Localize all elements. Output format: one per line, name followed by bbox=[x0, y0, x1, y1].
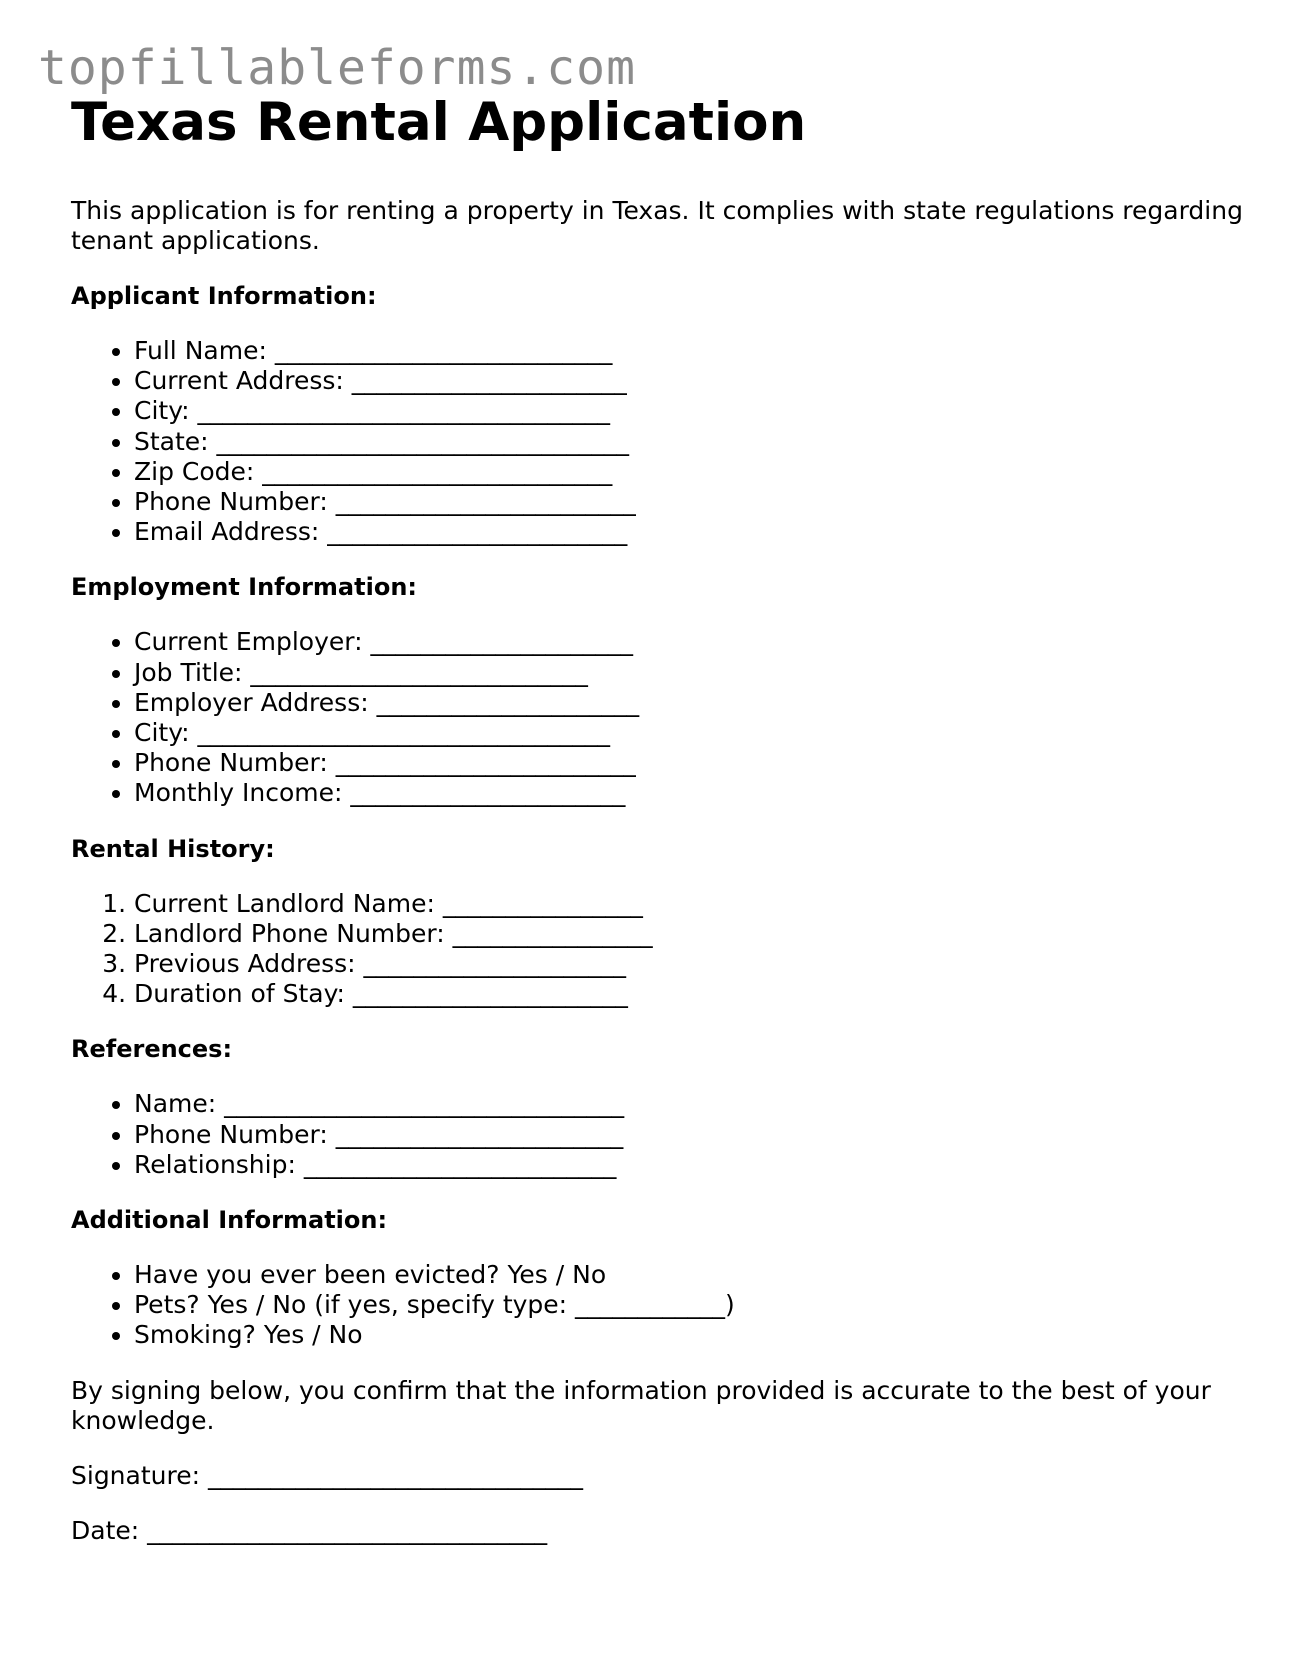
field-employer-address[interactable] bbox=[134, 688, 1251, 718]
field-email-address[interactable] bbox=[134, 517, 1251, 547]
intro-paragraph: This application is for renting a property in Texas. It complies with state regulations regarding tenant applications. bbox=[71, 196, 1243, 255]
date-field[interactable]: Date: ________________________________ bbox=[71, 1515, 548, 1545]
field-zip-code[interactable] bbox=[134, 457, 1251, 487]
field-current-address[interactable] bbox=[134, 366, 1251, 396]
field-monthly-income[interactable] bbox=[134, 778, 1251, 808]
field-label: Have you ever been evicted? Yes / No bbox=[134, 1260, 607, 1290]
field-label: Phone Number: _______________________ bbox=[134, 1119, 624, 1149]
field-label: Email Address: ________________________ bbox=[134, 517, 628, 547]
section-heading-additional: Additional Information: bbox=[71, 1206, 388, 1235]
field-reference-phone[interactable] bbox=[134, 1120, 1251, 1150]
field-reference-name[interactable] bbox=[134, 1089, 1251, 1119]
field-label: Phone Number: ________________________ bbox=[134, 487, 636, 517]
section-heading-references: References: bbox=[71, 1035, 233, 1064]
section-heading-employment: Employment Information: bbox=[71, 573, 417, 602]
field-landlord-phone[interactable] bbox=[134, 919, 1251, 949]
field-current-employer[interactable] bbox=[134, 627, 1251, 657]
applicant-fields-list bbox=[71, 336, 1251, 547]
field-label: Pets? Yes / No (if yes, specify type: ____________) bbox=[134, 1290, 735, 1320]
rental-application-document bbox=[71, 88, 1251, 1546]
field-label: City: _________________________________ bbox=[134, 718, 611, 748]
field-label: City: _________________________________ bbox=[134, 396, 611, 426]
field-job-title[interactable] bbox=[134, 658, 1251, 688]
field-label: Current Landlord Name: ________________ bbox=[134, 888, 643, 918]
section-heading-rental-history: Rental History: bbox=[71, 834, 275, 863]
confirmation-paragraph: By signing below, you confirm that the information provided is accurate to the best of your knowledge. bbox=[71, 1375, 1211, 1435]
page-title: Texas Rental Application bbox=[71, 92, 807, 153]
field-label: Full Name: ___________________________ bbox=[134, 336, 613, 365]
field-label: Current Employer: _____________________ bbox=[134, 627, 633, 657]
field-smoking[interactable] bbox=[134, 1320, 1251, 1350]
field-full-name[interactable] bbox=[134, 336, 1251, 366]
field-employer-phone[interactable] bbox=[134, 748, 1251, 778]
field-label: Landlord Phone Number: ________________ bbox=[134, 918, 653, 948]
rental-history-list bbox=[71, 889, 1251, 1010]
field-state[interactable] bbox=[134, 427, 1251, 457]
field-phone-number[interactable] bbox=[134, 487, 1251, 517]
field-label: Current Address: ______________________ bbox=[134, 366, 627, 396]
field-label: Phone Number: ________________________ bbox=[134, 748, 636, 778]
additional-info-list bbox=[71, 1260, 1251, 1351]
employment-fields-list bbox=[71, 627, 1251, 808]
references-list bbox=[71, 1089, 1251, 1180]
field-evicted[interactable] bbox=[134, 1260, 1251, 1290]
field-previous-address[interactable] bbox=[134, 949, 1251, 979]
field-label: Zip Code: ____________________________ bbox=[134, 456, 613, 486]
field-label: State: _________________________________ bbox=[134, 426, 630, 456]
field-employer-city[interactable] bbox=[134, 718, 1251, 748]
field-label: Job Title: ___________________________ bbox=[134, 657, 588, 687]
field-duration-of-stay[interactable] bbox=[134, 979, 1251, 1009]
watermark-logo: topfillableforms.com bbox=[38, 40, 636, 96]
field-label: Name: ________________________________ bbox=[134, 1089, 625, 1119]
field-label: Employer Address: _____________________ bbox=[134, 687, 640, 717]
field-label: Relationship: _________________________ bbox=[134, 1149, 617, 1179]
field-reference-relationship[interactable] bbox=[134, 1150, 1251, 1180]
field-label: Smoking? Yes / No bbox=[134, 1320, 363, 1350]
field-city[interactable] bbox=[134, 396, 1251, 426]
field-pets[interactable] bbox=[134, 1290, 1251, 1320]
field-label: Duration of Stay: ______________________ bbox=[134, 979, 628, 1009]
field-label: Monthly Income: ______________________ bbox=[134, 778, 626, 808]
field-landlord-name[interactable] bbox=[134, 889, 1251, 919]
section-heading-applicant: Applicant Information: bbox=[71, 282, 377, 310]
signature-field[interactable]: Signature: ______________________________ bbox=[71, 1460, 583, 1490]
field-label: Previous Address: _____________________ bbox=[134, 949, 627, 979]
